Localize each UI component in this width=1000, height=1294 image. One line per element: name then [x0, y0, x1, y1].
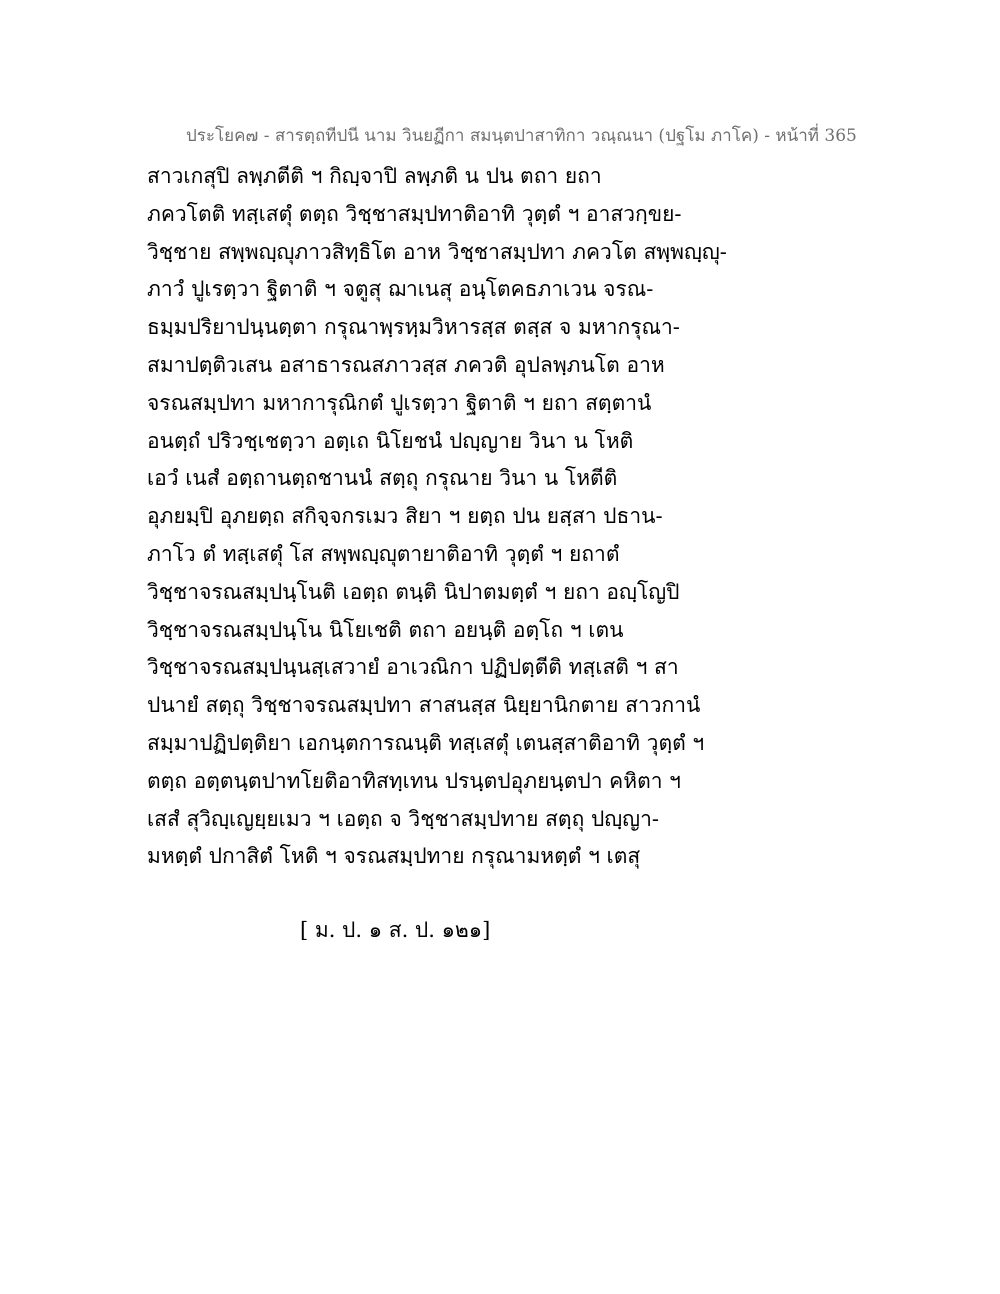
- text-line: สมฺมาปฏิปตฺติยา เอกนฺตการณนฺติ ทสฺเสตุํ เตนสฺสาติอาทิ วุตฺตํ ฯ: [147, 730, 705, 755]
- text-line: อุภยมฺปิ อุภยตฺถ สกิจฺจกรเมว สิยา ฯ ยตฺถ ปน ยสฺสา ปธาน-: [147, 504, 663, 529]
- text-line: เสสํ สุวิญฺเญยฺยเมว ฯ เอตฺถ จ วิชฺชาสมฺปทาย สตฺถุ ปญฺญา-: [147, 806, 659, 831]
- text-line: มหตฺตํ ปกาสิตํ โหติ ฯ จรณสมฺปทาย กรุณามหตฺตํ ฯ เตสุ: [147, 844, 641, 869]
- text-line: ภควโตติ ทสฺเสตุํ ตตฺถ วิชฺชาสมฺปทาติอาทิ วุตฺตํ ฯ อาสวกฺขย-: [147, 201, 682, 226]
- text-line: สาวเกสุปิ ลพฺภตีติ ฯ กิญฺจาปิ ลพฺภติ น ปน ตถา ยถา: [147, 164, 602, 188]
- text-line: วิชฺชาจรณสมฺปนฺโนติ เอตฺถ ตนฺติ นิปาตมตฺตํ ฯ ยถา อญฺโญปิ: [147, 579, 680, 604]
- text-line: วิชฺชาจรณสมฺปนฺนสฺเสวายํ อาเวณิกา ปฏิปตฺตีติ ทสฺเสติ ฯ สา: [147, 655, 679, 680]
- source-reference: [ ม. ป. ๑ ส. ป. ๑๒๑]: [300, 918, 491, 942]
- text-line: วิชฺชาจรณสมฺปนฺโน นิโยเชติ ตถา อยนฺติ อตฺโถ ฯ เตน: [147, 617, 624, 642]
- running-header: ประโยค๗ - สารตฺถทีปนี นาม วินยฏีกา สมนฺตปาสาทิกา วณฺณนา (ปฐโม ภาโค) - หน้าที่ 365: [186, 126, 857, 146]
- text-line: ตตฺถ อตฺตนฺตปาทโยติอาทิสทฺเทน ปรนฺตปอุภยนฺตปา คหิตา ฯ: [147, 768, 681, 793]
- text-line: จรณสมฺปทา มหาการุณิกตํ ปูเรตฺวา ฐิตาติ ฯ ยถา สตฺตานํ: [147, 390, 652, 415]
- text-line: ภาวํ ปูเรตฺวา ฐิตาติ ฯ จตูสุ ฌาเนสุ อนฺโตคธภาเวน จรณ-: [147, 277, 654, 302]
- body-text: [147, 158, 747, 876]
- text-line: เอวํ เนสํ อตฺถานตฺถชานนํ สตฺถุ กรุณาย วินา น โหตีติ: [147, 466, 618, 491]
- text-line: ปนายํ สตฺถุ วิชฺชาจรณสมฺปทา สาสนสฺส นิยฺยานิกตาย สาวกานํ: [147, 693, 701, 718]
- text-line: ภาโว ตํ ทสฺเสตุํ โส สพฺพญฺญุตายาติอาทิ วุตฺตํ ฯ ยถาตํ: [147, 541, 620, 566]
- text-line: สมาปตฺติวเสน อสาธารณสภาวสฺส ภควติ อุปลพฺภนโต อาห: [147, 352, 665, 377]
- text-line: อนตฺถํ ปริวชฺเชตฺวา อตฺเถ นิโยชนํ ปญฺญาย วินา น โหติ: [147, 428, 634, 453]
- text-line: วิชฺชาย สพฺพญฺญุภาวสิทฺธิโต อาห วิชฺชาสมฺปทา ภควโต สพฺพญฺญุ-: [147, 239, 727, 264]
- text-line: ธมฺมปริยาปนฺนตฺตา กรุณาพฺรหฺมวิหารสฺส ตสฺส จ มหากรุณา-: [147, 315, 680, 340]
